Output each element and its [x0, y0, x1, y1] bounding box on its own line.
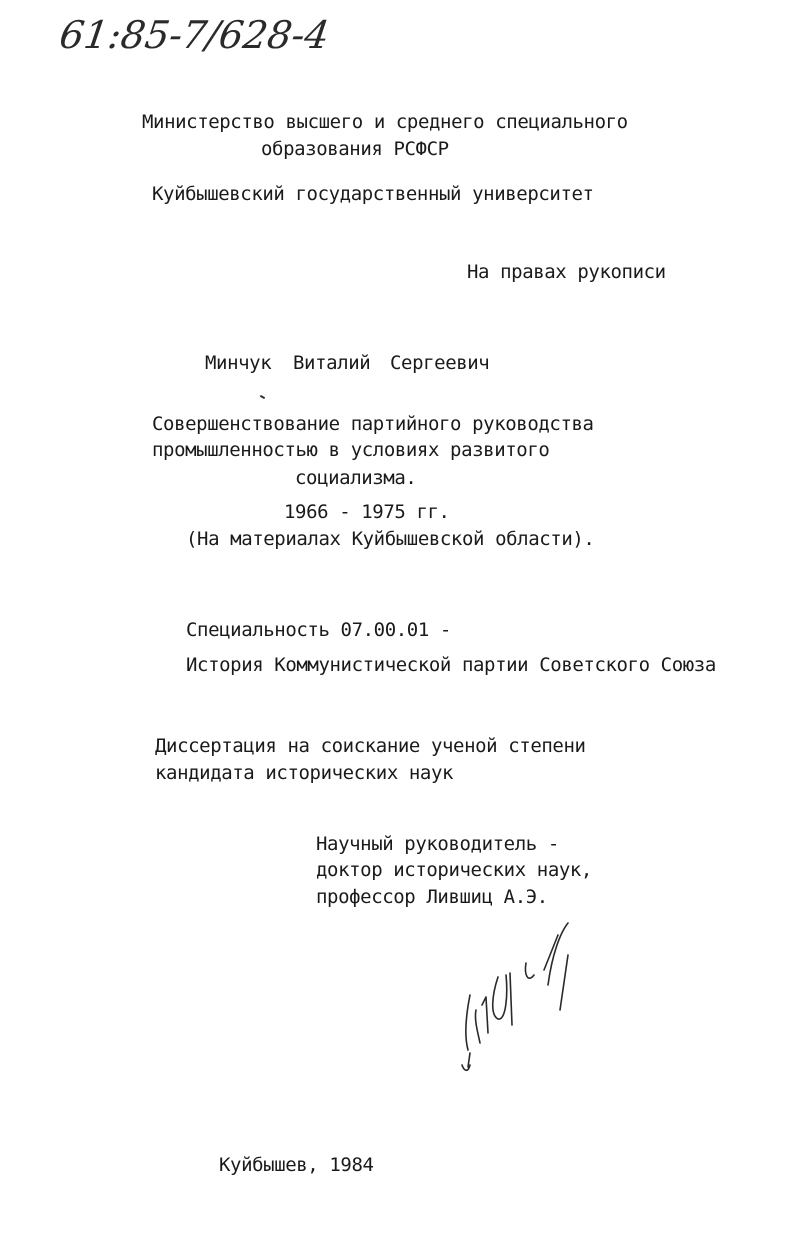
title-line-3: социализма.: [295, 467, 417, 489]
supervisor-line-1: Научный руководитель -: [316, 833, 559, 855]
ministry-line-2: образования РСФСР: [261, 138, 449, 160]
title-subtitle: (На материалах Куйбышевской области).: [186, 528, 595, 550]
ministry-line-1: Министерство высшего и среднего специального: [142, 111, 628, 133]
title-years: 1966 - 1975 гг.: [284, 501, 450, 523]
ink-speck: [260, 395, 265, 399]
city-year: Куйбышев, 1984: [219, 1154, 374, 1176]
signature-scribble: [440, 915, 600, 1085]
university-name: Куйбышевский государственный университет: [152, 183, 594, 205]
specialty-code: Специальность 07.00.01 -: [186, 619, 451, 641]
supervisor-line-3: профессор Лившиц А.Э.: [316, 886, 548, 908]
rights-notice: На правах рукописи: [467, 261, 666, 283]
supervisor-line-2: доктор исторических наук,: [316, 859, 592, 881]
title-line-2: промышленностью в условиях развитого: [152, 439, 550, 461]
specialty-name: История Коммунистической партии Советского Союза: [186, 654, 716, 676]
dissertation-line-2: кандидата исторических наук: [155, 762, 454, 784]
title-line-1: Совершенствование партийного руководства: [152, 413, 594, 435]
dissertation-line-1: Диссертация на соискание ученой степени: [155, 735, 586, 757]
handwritten-catalog-number: 61:85-7/628-4: [56, 13, 332, 57]
author-surname: Минчук: [205, 352, 272, 374]
author-given-name: Виталий: [293, 352, 371, 374]
author-patronymic: Сергеевич: [390, 352, 490, 374]
